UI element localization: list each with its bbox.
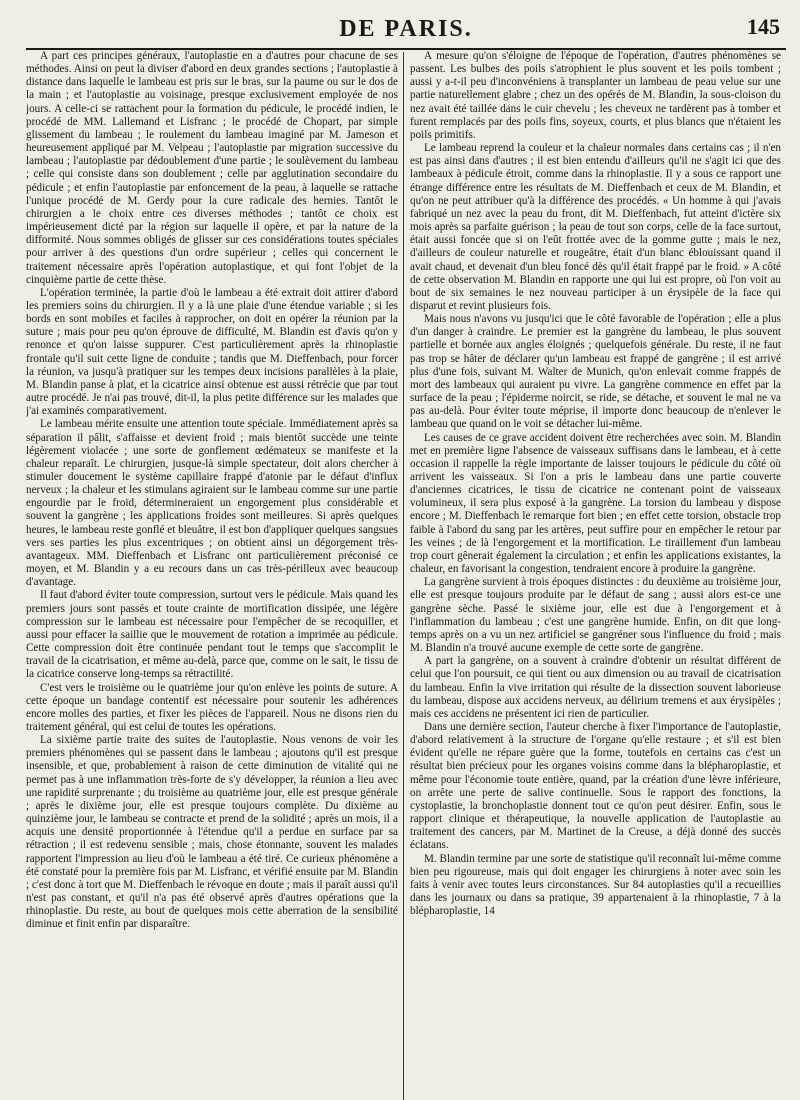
paragraph: L'opération terminée, la partie d'où le lambeau a été extrait doit attirer d'abord les premiers soins du chirurgien. Il y a là une plaie d'une étendue variable ; si les bords en sont mobiles et faciles à rapprocher, on doit en opérer la réunion par la suture ; mais pour peu qu'on éprouve de difficulté, M. Blandin est d'avis qu'on y renonce et qu'on laisse suppurer. C'est particulièrement après la rhinoplastie frontale qu'il suit cette ligne de conduite ; tandis que M. Dieffenbach, pour forcer la réunion, va jusqu'à pratiquer sur les tempes deux incisions parallèles à la plaie, M. Blandin panse à plat, et la cicatrice ainsi obtenue est aussi rétrécie que par tout autre procédé. Je n'ai pas trouvé, dit-il, la plus petite différence sur les malades que j'ai examinés comparativement. — [26, 286, 398, 418]
paragraph: M. Blandin termine par une sorte de statistique qu'il reconnaît lui-même comme bien peu rigoureuse, mais qui doit engager les chirurgiens à noter avec soin les faits à venir avec toutes leurs circonstances. Sur 84 autoplasties qu'il a recueillies dans les journaux ou dans sa pratique, 39 appartenaient à la rhinoplastie, 7 à la blépharoplastie, 14 — [410, 852, 781, 918]
paragraph: Dans une dernière section, l'auteur cherche à fixer l'importance de l'autoplastie, d'abord relativement à la structure de l'organe qu'elle restaure ; et s'il est bien évident qu'elle ne répare guère que la forme, toutefois en certains cas c'est un résultat bien précieux pour les organes voisins comme dans la blépharoplastie, et même pour l'économie toute entière, quand, par la création d'une lèvre inférieure, on arrête une perte de salive continuelle. Sous le rapport des fonctions, la cystoplastie, la bronchoplastie donnent tout ce qu'on peut désirer. Enfin, sous le rapport clinique et thérapeutique, la nouvelle application de l'autoplastie au traitement des cancers, par M. Martinet de la Creuse, a déjà donné des succès éclatans. — [410, 720, 781, 852]
paragraph: La sixième partie traite des suites de l'autoplastie. Nous venons de voir les premiers phénomènes qui se passent dans le lambeau ; ajoutons qu'il est presque insensible, et que, probablement à raison de cette diminution de vitalité qui ne permet pas à une inflammation très-forte de s'y développer, la réunion a lieu avec une rapidité surprenante ; du troisième au quatrième jour, elle est presque générale ; après le dixième jour, elle est presque toujours complète. Du dixième au quinzième jour, le lambeau se contracte et prend de la solidité ; après un mois, il a acquis une densité proportionnée à l'étendue qu'il a perdue en surface par sa rétraction ; il est redevenu sensible ; mais, chose étonnante, souvent les malades rapportent l'impression au lieu d'où le lambeau a été tiré. Ce curieux phénomène a été constaté pour la première fois par M. Lisfranc, et vérifié ensuite par M. Blandin ; c'est donc à tort que M. Dieffenbach le révoque en doute ; mais il paraît aussi qu'il n'est pas constant, et qu'il n'a pas été observé après d'autres opérations que la rhinoplastie. Du reste, au bout de quelques mois cette aberration de la sensibilité diminue et finit enfin par disparaître. — [26, 734, 398, 931]
text-columns — [26, 50, 786, 1100]
paragraph: A part ces principes généraux, l'autoplastie en a d'autres pour chacune de ses méthodes. Ainsi on peut la diviser d'abord en deux grandes sections ; l'autoplastie à distance dans laquelle le lambeau est pris sur le bras, sur la paume ou sur le dos de la main ; et l'autoplastie au voisinage, presque exclusivement employée de nos jours. A celle-ci se rattachent pour la formation du pédicule, le procédé indien, le procédé de MM. Lallemand et Lisfranc ; le procédé de Chopart, par simple glissement du lambeau ; le roulement du lambeau imaginé par M. Jameson et heureusement appliqué par M. Velpeau ; l'autoplastie par migration successive du lambeau ; l'autoplastie par dédoublement d'une partie ; le soulèvement du lambeau ; celle qui consiste dans son doublement ; celle par agglutination secondaire du pédicule ; et enfin l'autoplastie par enfoncement de la peau, à laquelle se rattache l'unique procédé de M. Gerdy pour la cure radicale des hernies. Tantôt le chirurgien a le choix entre ces diverses méthodes ; tantôt ce choix est impérieusement dicté par la région sur laquelle il opère, et par la nature de la difformité. Nous sommes obligés de glisser sur ces considérations toutes spéciales pour arriver à des questions d'un ordre supérieur ; celles qui concernent le traitement nécessaire après l'opération autoplastique, et qui font l'objet de la cinquième partie de cette thèse. — [26, 50, 398, 286]
left-column — [26, 50, 403, 1100]
paragraph: Le lambeau mérite ensuite une attention toute spéciale. Immédiatement après sa séparation il pâlit, s'affaisse et devient froid ; mais bientôt succède une teinte légèrement violacée ; une sorte de gonflement œdémateux se manifeste et la chaleur reparaît. Le chirurgien, jusque-là simple spectateur, doit alors chercher à stimuler doucement le système capillaire frappé d'atonie par le défaut d'influx nerveux ; la chaleur et les stimulans agiraient sur le lambeau comme sur une partie engourdie par le froid, détermineraient un engorgement plus considérable et souvent la gangrène ; les applications froides sont meilleures. Si après quelques heures, le lambeau reste gonflé et bleuâtre, il est bon d'appliquer quelques sangsues vers ses parties les plus excentriques ; on obtient ainsi un dégorgement très-avantageux. MM. Dieffenbach et Lisfranc ont particulièrement préconisé ce moyen, et M. Blandin y a eu recours dans un cas très-périlleux avec beaucoup d'avantage. — [26, 418, 398, 589]
paragraph: Il faut d'abord éviter toute compression, surtout vers le pédicule. Mais quand les premiers jours sont passés et toute crainte de mortification dissipée, une légère compression sur le lambeau est nécessaire pour l'empêcher de se recoquiller, et aussi pour effacer la saillie que le mouvement de rotation a imprimée au pédicule. Cette compression doit être continuée pendant tout le temps que s'accomplit le travail de la cicatrisation, et même au-delà, parce que, comme on le sait, le tissu de la cicatrice conserve long-temps sa rétractilité. — [26, 589, 398, 681]
page-header — [26, 10, 786, 50]
paragraph: Les causes de ce grave accident doivent être recherchées avec soin. M. Blandin met en première ligne l'absence de vaisseaux suffisans dans le lambeau, et à cette occasion il rappelle la règle importante de laisser toujours le pédicule du côté où arrivent les vaisseaux. Si l'on a pris le lambeau dans une partie couverte d'anciennes cicatrices, le tissu de cicatrice ne contenant point de vaisseaux volumineux, il sera plus exposé à la gangrène. La torsion du lambeau y dispose encore ; M. Dieffenbach le remarque fort bien ; en effet cette torsion, obstacle trop faible à l'abord du sang par les artères, peut suffire pour en empêcher le retour par les veines ; de là l'engorgement et la mortification. Le tiraillement d'un lambeau trop court gênerait également la circulation ; et enfin les applications existantes, la chaleur, en favorisant la congestion, tendraient encore à produire la gangrène. — [410, 431, 781, 576]
paragraph: La gangrène survient à trois époques distinctes : du deuxième au troisième jour, elle est presque toujours produite par le défaut de sang ; aussi alors est-ce une gangrène sèche. Passé le sixième jour, elle est due à l'engorgement et à l'inflammation du lambeau ; c'est une gangrène humide. Enfin, on dit que long-temps après on a vu un nez artificiel se gangréner sous l'influence du froid ; mais M. Blandin n'a trouvé aucune exemple de cette sorte de gangrène. — [410, 576, 781, 655]
running-title: DE PARIS. — [339, 16, 473, 42]
paragraph: Mais nous n'avons vu jusqu'ici que le côté favorable de l'opération ; elle a plus d'un danger à craindre. Le premier est la gangrène du lambeau, le plus souvent partielle et bornée aux angles éloignés ; quelquefois générale. Du reste, il ne faut pas trop se hâter de déclarer qu'un lambeau est frappé de gangrène ; il est arrivé plus d'une fois, suivant M. Walter de Munich, qu'on enlevait comme frappés de mort des lambeaux qui auraient pu vivre. La gangrène commence en effet par la surface de la peau ; l'épiderme noircit, se ride, se détache, et souvent le mal ne va pas au-delà. Pour éviter toute méprise, il importe donc beaucoup de n'enlever le lambeau que quand on le voit se détacher lui-même. — [410, 313, 781, 431]
page-number: 145 — [747, 14, 780, 39]
paragraph: C'est vers le troisième ou le quatrième jour qu'on enlève les points de suture. A cette époque un bandage contentif est nécessaire pour soutenir les adhérences encore molles des parties, et fixer les pièces de l'appareil. Nous ne disons rien du traitement général, qui est celui de toutes les opérations. — [26, 681, 398, 733]
paragraph: A mesure qu'on s'éloigne de l'époque de l'opération, d'autres phénomènes se passent. Les bulbes des poils s'atrophient le plus souvent et les poils tombent ; aussi y a-t-il peu d'inconvéniens à transplanter un lambeau de peau velue sur une partie naturellement glabre ; chez un des opérés de M. Blandin, la sous-cloison du nez avait été taillée dans le cuir chevelu ; les cheveux ne tardèrent pas à tomber et furent remplacés par des poils fins, soyeux, courts, et plus blancs que n'étaient les poils primitifs. — [410, 50, 781, 141]
right-column — [404, 50, 781, 1100]
paragraph: A part la gangrène, on a souvent à craindre d'obtenir un résultat différent de celui que l'on poursuit, ce qui tient ou aux dimension ou au travail de cicatrisation du lambeau. Enfin la vive irritation qui résulte de la dissection souvent laborieuse du lambeau, dispose aux accidens nerveux, au délirium tremens et aux érysipèles ; mais ces accidens ne présentent ici rien de particulier. — [410, 655, 781, 720]
header-rule — [26, 48, 786, 50]
paragraph: Le lambeau reprend la couleur et la chaleur normales dans certains cas ; il n'en est pas ainsi dans d'autres ; il est bien entendu d'ailleurs qu'il ne s'agit ici que des lambeaux à pédicule étroit, comme dans la rhinoplastie. Il y a sous ce rapport une étrange différence entre les résultats de M. Dieffenbach et ceux de M. Blandin, et qu'on ne peut attribuer qu'à la différence des procédés. « Un homme à qui j'avais fabriqué un nez avec la peau du front, dit M. Dieffenbach, fut atteint d'ictère six mois après sa parfaite guérison ; la peau de tout son corps, celle de la face surtout, était aussi foncée que si on l'eût frottée avec de la gomme gutte ; mais le nez, d'ailleurs de couleur naturelle et rougeâtre, était d'un blanc éblouissant quand il avait chaud, et devenait d'un bleu foncé dès qu'il était frappé par le froid. » A côté de cette observation M. Blandin en rapporte une qui lui est propre, où l'on voit au bout de six semaines le nez nouveau participer à un érysipèle de la face qui disparut et revint plusieurs fois. — [410, 142, 781, 312]
